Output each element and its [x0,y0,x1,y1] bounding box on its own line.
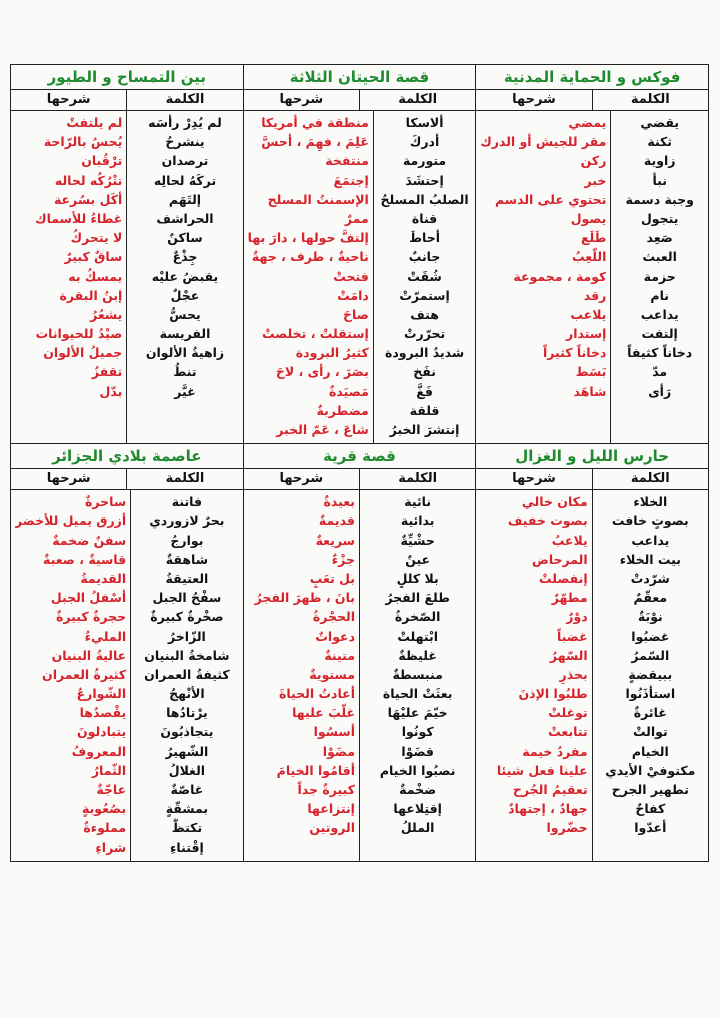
vocab-meaning: ترْقُبان [81,153,123,169]
vocab-meaning: منطقة في أمريكا [261,115,369,130]
section-title: عاصمة بلادي الجزائر [11,444,243,469]
vocab-word: بمشقّةٍ [165,801,209,817]
vocab-word: وجبة دسمة [625,191,694,207]
vocab-meaning: إنتزاعها [307,801,355,817]
vocab-meaning: خبر [584,172,607,188]
vocab-meaning: لم يلتفتْ [66,115,123,130]
meaning-column [11,111,126,443]
vocab-word: أعدّوا [634,820,667,836]
vocab-meaning: صيْدُ للحيوانات [35,326,123,342]
vocab-word: معقّمٌ [633,590,668,606]
vocab-meaning: تتابعتْ [548,724,588,740]
vocab-meaning: إستقلتْ ، تخلصتْ [261,326,369,342]
vocab-table-section [243,444,476,861]
section-title: قصة الحيتان الثلاثة [244,65,476,90]
word-column-header: الكلمة [126,90,242,110]
vocab-word: غاصّةٌ [170,782,204,797]
vocab-table-section [11,65,243,443]
vocab-word: جِذْعٌ [172,249,198,265]
vocab-word: إقْتناءِ [170,839,204,855]
vocab-meaning: كبيرةٌ جداً [297,782,355,797]
table-body [244,111,476,443]
meaning-column [244,111,373,443]
meaning-column-header: شرحها [279,471,324,487]
vocab-word: شامخةُ البنيان [144,647,230,663]
word-column [610,111,708,443]
vocab-table-section [243,65,476,443]
section-title: بين التمساح و الطيور [11,65,243,90]
vocab-meaning: شاهَد [573,383,607,399]
word-column-header: الكلمة [359,90,475,110]
vocab-word: رَأى [648,383,672,399]
table-header-row [11,469,243,490]
vocab-meaning: بحذرٍ [559,666,588,682]
vocab-word: نوْبَةٌ [637,609,663,625]
vocab-word: زاهيةُ الألوان [145,345,225,361]
word-column-header: الكلمة [592,90,708,110]
vocab-meaning: الحجْرةُ [312,609,355,625]
table-header-row [476,469,708,490]
vocab-word: تكتظُّ [171,820,203,836]
vocab-meaning: يصول [570,210,607,226]
vocab-word: غضبُوا [631,628,670,644]
vocab-meaning: إجتمَعَ [333,172,369,188]
vocab-word: فَغَّ [416,383,433,399]
vocab-word: تطهير الجرح [611,782,689,797]
word-column [359,490,475,861]
vocab-meaning: حضّروا [546,820,588,836]
vocab-meaning: يلاعب [570,306,607,322]
vocab-word: كثيفةُ العمران [144,666,230,682]
vocab-word: هتف [410,306,439,322]
vocab-word: السّمرُ [631,647,670,663]
vocab-meaning: إنفصلتْ [539,570,588,586]
vocab-meaning: تتْرُكُه لحاله [54,172,123,188]
vocab-meaning: يتبادلونَ [76,724,127,740]
table-header-row [244,469,476,490]
vocab-word: إلتَهَم [168,191,202,207]
section-title: قصة قرية [244,444,476,469]
vocab-meaning: القديمةُ [80,570,127,586]
vocab-meaning: مملوءةٌ [83,820,127,836]
vocab-meaning: إلتفَّ حولها ، دارَ بها [247,230,369,246]
vocab-table-section [11,444,243,861]
vocab-meaning: غلّبَ عليها [292,705,355,721]
vocab-meaning: ممرٌ [344,210,369,226]
vocab-word: الخلاء [633,494,668,510]
meaning-column-header: شرحها [46,92,91,107]
vocab-meaning: إستدار [566,326,607,342]
vocab-meaning: جزْءٌ [331,551,355,567]
vocab-word: كفاحٌ [635,801,666,817]
meaning-column-header: شرحها [512,471,556,487]
meaning-column-header: شرحها [512,92,556,107]
vocab-word: شاهقةٌ [165,551,209,567]
vocab-word: طلعَ الفجرُ [385,590,450,606]
word-column [130,490,242,861]
vocab-word: يحسُّ [169,306,201,322]
vocab-word: كونُوا [401,724,434,740]
vocab-meaning: المرحاض [532,551,588,567]
vocab-word: الفريسة [159,326,211,342]
vocab-meaning: دامَتْ [337,287,369,303]
vocab-meaning: بصُعُوبةٍ [81,801,127,817]
vocab-word: ضخْمةٌ [399,782,437,797]
vocab-meaning: أسْفلُ الجبل [50,590,127,606]
vocab-word: إقتِلاعها [393,801,442,817]
vocab-meaning: مستويةٌ [309,666,355,682]
table-body [476,111,708,443]
word-column-header: الكلمة [592,469,708,489]
vocab-meaning: مفردُ خيمة [522,743,588,759]
meaning-column [11,490,130,861]
vocab-meaning: توغلتْ [548,705,588,721]
vocab-word: توالتْ [632,724,668,740]
vocab-word: يقضي [640,115,680,130]
vocab-meaning: صاحَ [343,306,369,322]
vocab-meaning: أزرق يميل للأخضر [14,513,127,529]
vocab-meaning: طَلَع [580,230,607,246]
vocab-word: يداعب [631,532,670,548]
vocab-meaning: قديمةٌ [318,513,355,529]
vocab-meaning: شراءِ [95,839,127,855]
bottom-tables-band [10,444,709,862]
vocab-word: يقبضُ عليْه [151,268,219,284]
vocab-meaning: ناحيةٌ ، طرف ، جهةٌ [251,249,369,265]
vocab-word: استأذَنُوا [625,686,676,702]
vocab-word: أدركَ [409,134,440,150]
vocab-meaning: جهادٌ ، إجتهادٌ [508,801,588,817]
vocab-word: مدّ [652,364,668,380]
vocab-meaning: منتفخة [325,153,369,169]
vocab-word: صَعِد [646,230,673,246]
vocab-meaning: عاليةُ البنيان [51,647,127,663]
vocab-meaning: مطهّرٌ [551,590,588,606]
vocab-word: دخاناً كثيفاً [627,345,693,361]
vocab-meaning: بانَ ، ظهرَ الفجرُ [254,590,355,606]
vocab-word: شُقَتْ [407,268,442,284]
vocab-word: غيَّر [174,383,196,399]
vocab-meaning: بل تعَبٍ [309,570,355,586]
vocab-meaning: تعقيمُ الجُرح [512,782,588,797]
vocab-meaning: بصوت خفيف [507,513,588,529]
vocab-meaning: بَسَط [575,364,607,380]
vocab-word: العبث [642,249,677,265]
vocab-meaning: غطاءُ للأسماك [35,210,123,226]
vocab-meaning: أعادتُ الحياةَ [278,686,355,702]
vocab-word: المللُ [400,820,435,836]
vocab-word: لم يُدِرْ رأسَه [148,115,222,130]
vocab-word: منبسطةٌ [392,666,443,682]
table-header-row [244,90,476,111]
vocab-word: نام [650,287,669,303]
section-title: فوكس و الحماية المدنية [476,65,708,90]
top-tables-band [10,64,709,444]
vocab-meaning: يلاعبُ [551,532,588,548]
vocab-word: قلقة [409,402,440,418]
word-column-header: الكلمة [359,469,475,489]
vocab-word: الصّخرةُ [394,609,441,625]
vocab-word: حزمة [643,268,676,284]
vocab-meaning: أكَل بسُرعة [53,191,123,207]
vocab-word: شديدُ البرودة [384,345,465,361]
vocab-meaning: مقر للجيش أو الدرك [480,134,607,150]
vocab-meaning: متينةٌ [324,647,355,663]
vocab-word: قناة [411,210,438,226]
vocab-meaning: المعروفُ [71,743,127,759]
word-column [373,111,476,443]
word-column-header: الكلمة [126,469,242,489]
vocab-word: ينشرحُ [165,134,205,150]
vocab-word: إحتشَدَ [405,172,444,188]
vocab-meaning: اللّعِبُ [572,249,607,265]
word-column [592,490,708,861]
word-column [126,111,242,443]
vocab-meaning: أسسُوا [313,724,355,740]
vocab-word: حشْيِّةٌ [400,532,435,548]
table-header-row [476,90,708,111]
meaning-column [476,490,591,861]
vocab-meaning: شاعَ ، عَمّ الخبر [276,422,369,437]
vocab-table-section [475,65,708,443]
vocab-meaning: سريعةٌ [315,532,355,548]
vocab-meaning: الشّوارعُ [76,686,127,702]
vocab-meaning: حجرةٌ كبيرةٌ [56,609,127,625]
vocab-meaning: الإسمنتُ المسلح [267,191,369,207]
vocab-word: قضَوْا [401,743,434,759]
vocab-word: يتجول [640,210,679,226]
vocab-meaning: مكان خالي [521,494,588,510]
vocab-meaning: علينا فعل شيئا [496,762,588,778]
table-body [11,111,243,443]
vocab-word: بصوتٍ خافت [611,513,689,529]
vocab-meaning: الروتين [309,820,355,836]
vocab-meaning: السّهرُ [549,647,588,663]
vocab-word: فاتنة [171,494,203,510]
vocab-word: الزّاخرُ [168,628,206,644]
vocabulary-sheet [10,64,709,862]
vocab-word: ببيقضةٍ [628,666,673,682]
vocab-word: ترصدان [161,153,209,169]
vocab-meaning: أقامُوا الخيامَ [276,762,355,778]
vocab-meaning: دخاناً كثيراً [542,345,607,361]
vocab-word: عينٌ [405,551,431,567]
vocab-word: ساكنٌ [167,230,203,246]
vocab-word: بحرٌ لازوردي [149,513,225,529]
vocab-meaning: يمضي [568,115,607,130]
vocab-word: سفْحُ الجبل [152,590,222,606]
meaning-column [244,490,359,861]
table-body [244,490,476,861]
vocab-meaning: قاسيةٌ ، صعبةٌ [43,551,127,567]
vocab-word: غائرةٌ [633,705,667,721]
meaning-column [476,111,610,443]
vocab-word: يتجاذبُونَ [160,724,214,740]
vocab-table-section [475,444,708,861]
vocab-word: بيت الخلاء [619,551,681,567]
vocab-meaning: مضَوْا [322,743,355,759]
vocab-word: بعثَتْ الحياة [382,686,453,702]
vocab-word: تركَهُ لحالِه [153,172,217,188]
vocab-meaning: كثيرُ البرودة [295,345,369,361]
section-title: حارس الليل و الغزال [476,444,708,469]
vocab-word: مكتوفيْ الأيدي [605,762,696,778]
vocab-meaning: رقد [583,287,607,303]
vocab-meaning: يُحسُ بالرّاحة [43,134,123,150]
vocab-word: الغلالُ [168,762,206,778]
vocab-word: يرْتادُها [166,705,208,721]
vocab-meaning: فتحتْ [333,268,369,284]
vocab-meaning: سفنٌ ضخمةٌ [52,532,127,548]
vocab-meaning: مضطربةٌ [316,402,369,418]
vocab-word: نفَخ [413,364,436,380]
vocab-word: بدائية [400,513,435,529]
vocab-meaning: دعواتٌ [315,628,355,644]
vocab-meaning: عاجّةٌ [96,782,127,797]
vocab-word: تحرّرتْ [403,326,446,342]
vocab-meaning: ساقٌ كبيرٌ [64,249,123,265]
vocab-word: الخيام [631,743,669,759]
vocab-word: صخْرةٌ كبيرةٌ [150,609,224,625]
vocab-word: تنطُ [173,364,197,380]
vocab-meaning: غضباً [557,628,588,644]
vocab-word: ابْتهلتْ [397,628,438,644]
vocab-meaning: تقفزُ [91,364,123,380]
vocab-meaning: ساحرةٌ [85,494,127,510]
vocab-word: الحراشف [156,210,214,226]
vocab-word: شرّدتْ [630,570,670,586]
vocab-word: الصلبُ المسلحُ [380,191,469,207]
vocab-word: أحاطَ [409,230,441,246]
vocab-word: إنتشرَ الخبرُ [389,422,460,437]
vocab-meaning: بصَرَ ، رأى ، لاحَ [275,364,369,380]
vocab-word: عجْلٌ [170,287,200,303]
vocab-meaning: المليءُ [84,628,127,644]
table-body [476,490,708,861]
vocab-word: نبأ [652,172,667,188]
vocab-word: زاوية [643,153,676,169]
vocab-word: يداعب [640,306,679,322]
vocab-meaning: عَلِمَ ، فهِمَ ، أحسَّ [261,134,369,150]
vocab-word: غليظةٌ [398,647,437,663]
vocab-meaning: يقْصدُها [79,705,127,721]
vocab-meaning: بعيدةٌ [323,494,355,510]
vocab-word: نائية [404,494,432,510]
vocab-meaning: إبنُ البقرة [59,287,123,303]
vocab-word: إلتفت [641,326,678,342]
vocab-meaning: كومة ، مجموعة [513,268,607,284]
vocab-word: بلا كللٍ [396,570,439,586]
vocab-word: متورمة [402,153,447,169]
vocab-meaning: مَصيَدةٌ [329,383,369,399]
vocab-meaning: لا يتحركُ [70,230,123,246]
vocab-meaning: تحتوي على الدسم [495,191,607,207]
vocab-word: العتيقةُ [165,570,209,586]
meaning-column-header: شرحها [279,92,324,107]
vocab-word: بوارجُ [170,532,204,548]
table-body [11,490,243,861]
vocab-meaning: دوْرٌ [566,609,588,625]
vocab-word: نصبُوا الخيام [379,762,456,778]
vocab-word: الأنْهجُ [169,686,205,702]
vocab-word: الشّهيرُ [165,743,209,759]
vocab-meaning: جميلُ الألوان [43,345,123,361]
vocab-meaning: بدّل [99,383,123,399]
vocab-meaning: يشعُرُ [90,306,123,322]
vocab-meaning: ركن [580,153,607,169]
vocab-meaning: كثيرةُ العمران [42,666,127,682]
vocab-word: ألاسكا [405,115,444,130]
vocab-meaning: يمسكُ به [68,268,123,284]
vocab-word: جانبٌ [408,249,441,265]
vocab-word: خيّمَ عليْهَا [387,705,448,721]
table-header-row [11,90,243,111]
vocab-meaning: طلبُوا الإذنَ [518,686,588,702]
vocab-meaning: الثّمارُ [91,762,127,778]
meaning-column-header: شرحها [46,471,91,487]
vocab-word: إستمرّتْ [399,287,450,303]
vocab-word: ثكنة [647,134,673,150]
